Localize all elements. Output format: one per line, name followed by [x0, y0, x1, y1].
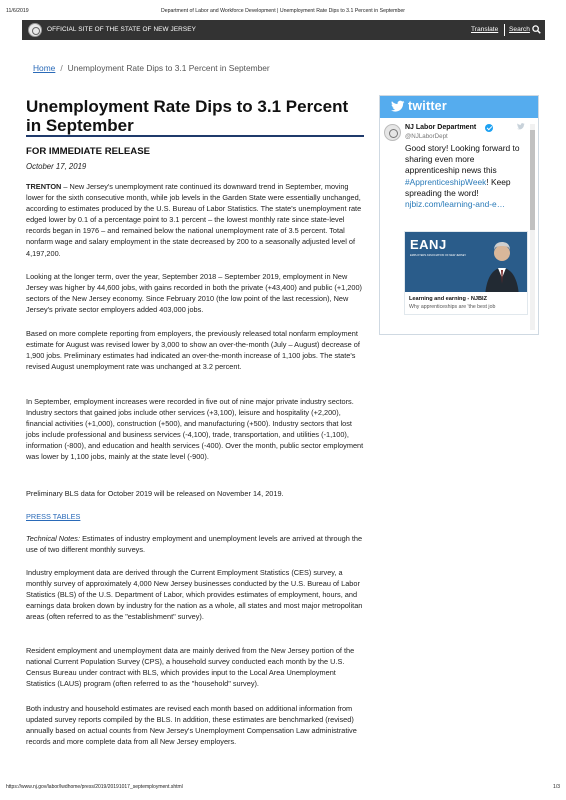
print-title: Department of Labor and Workforce Development | Unemployment Rate Dips to 3.1 Percent in September — [160, 8, 406, 14]
tweet-hashtag[interactable]: #ApprenticeshipWeek — [405, 176, 487, 187]
nj-seal-icon — [28, 23, 42, 37]
card-description: Why apprenticeships are 'the best job — [409, 304, 496, 310]
search-icon[interactable] — [532, 25, 541, 34]
press-tables-link[interactable]: PRESS TABLES — [26, 512, 81, 521]
card-title: Learning and earning - NJBIZ — [409, 296, 488, 302]
article-paragraph-3: Based on more complete reporting from employers, the previously released total nonfarm employment estimate for August was revised lower by 3,000 to show an over-the-month (July – August) decrease of 1,900 jobs. Preliminary estimates had indicated an over-the-month increase of 1,100 jobs. The state's revised August unemployment rate was unchanged at 3.2 percent. — [26, 329, 360, 372]
person-photo — [483, 240, 521, 292]
card-association-text: EMPLOYERS ASSOCIATION OF NEW JERSEY — [410, 254, 467, 257]
article-paragraph-5: Preliminary BLS data for October 2019 will be released on November 14, 2019. — [26, 489, 284, 498]
article-paragraph-8: Resident employment and unemployment data are mainly derived from the New Jersey portion of the national Current Population Survey (CPS), a household survey conducted each month by the U.S. Census Bureau under contract with BLS, which provides input to the Local Area Unemployment Statistics (LAUS) program (often referred to as the "household" survey). — [26, 646, 355, 689]
tweet-text — [405, 143, 529, 210]
article-paragraph-7: Industry employment data are derived through the Current Employment Statistics (CES) survey, a monthly survey of approximately 4,000 New Jersey businesses conducted by the U.S. Bureau of Labor Statistics (BLS) of the U.S. Department of Labor, which provides estimates of employment, hours, and earnings data broken down by industry for the nation as a whole, all states and most major metropolitan areas (often referred to as the "establishment" survey). — [26, 568, 363, 622]
official-site-label[interactable]: OFFICIAL SITE OF THE STATE OF NEW JERSEY — [47, 26, 196, 33]
verified-badge-icon — [485, 124, 493, 132]
breadcrumb-home-link[interactable]: Home — [33, 63, 56, 73]
page-title: Unemployment Rate Dips to 3.1 Percent in September — [26, 97, 349, 135]
technical-notes-paragraph — [26, 533, 366, 555]
tweet-bird-icon[interactable] — [517, 123, 525, 130]
card-logo: EANJ — [410, 237, 447, 252]
tweet-text-part-2: ! Keep spreading the word! — [405, 176, 511, 198]
state-topbar — [22, 20, 545, 40]
twitter-header[interactable] — [380, 96, 538, 118]
twitter-brand: twitter — [408, 99, 447, 113]
page-number: 1/3 — [553, 784, 560, 790]
press-tables-paragraph — [26, 511, 366, 522]
article-paragraph-2: Looking at the longer term, over the year, September 2018 – September 2019, employment in New Jersey was higher by 44,600 jobs, with gains recorded in both the private (+43,400) and public (+1,200) sectors of the New Jersey economy. Since February 2010 (the low point of the last recession), New Jersey's private sector employers added 403,000 jobs. — [26, 272, 362, 315]
publish-date: October 17, 2019 — [26, 162, 87, 171]
translate-link[interactable]: Translate — [471, 26, 499, 33]
breadcrumb — [33, 63, 270, 73]
print-date: 11/6/2019 — [6, 8, 29, 14]
twitter-scroll-thumb[interactable] — [530, 130, 535, 230]
tweet-link[interactable]: njbiz.com/learning-and-e… — [405, 199, 506, 210]
print-footer — [6, 784, 560, 792]
search-link[interactable]: Search — [509, 26, 530, 33]
tweet-text-part-1: Good story! Looking forward to sharing even more apprenticeship news this — [405, 143, 520, 176]
tweet-author-name[interactable]: NJ Labor Department — [405, 124, 477, 131]
article-paragraph-4: In September, employment increases were recorded in five out of nine major private industry sectors. Industry sectors that gained jobs include other services (+3,100), leisure and hospitality (+2,200), financial activities (+1,000), construction (+500), and manufacturing (+500). Industry sectors that lost jobs include professional and business services (-4,100), trade, transportation, and utilities (-1,100), information (-800), and education and health services (-400). Over the month, public sector employment was lower by 1,100 jobs, mainly at the state level (-900). — [26, 397, 364, 462]
paragraph-1-text: – New Jersey's unemployment rate continued its downward trend in September, moving lower for the sixth consecutive month, while job levels in the Garden State were essentially unchanged, according to estimates produced by the U.S. Bureau of Labor Statistics. The state's unemployment rate edged lower by 0.1 of a percentage point to 3.1 percent – the lowest monthly rate since state-level records began in 1976 – and remained below the national unemployment rate of 3.5 percent. Total nonfarm wage and salary employment in the state decreased by 200 to a seasonally adjusted level of 4,197,200. — [26, 182, 362, 258]
technical-notes-label: Technical Notes: — [26, 534, 81, 543]
tweet-author-handle[interactable]: @NJLaborDept — [405, 133, 448, 140]
topbar-divider — [504, 24, 505, 36]
title-divider — [26, 135, 364, 137]
dateline: TRENTON — [26, 182, 62, 191]
twitter-bird-icon — [391, 100, 405, 113]
article-paragraph-1 — [26, 181, 366, 259]
release-label: FOR IMMEDIATE RELEASE — [26, 146, 151, 157]
breadcrumb-current: Unemployment Rate Dips to 3.1 Percent in September — [67, 63, 270, 73]
twitter-scrollbar[interactable] — [530, 124, 535, 330]
breadcrumb-separator: / — [60, 63, 63, 73]
tweet-card-image — [405, 232, 528, 292]
article-paragraph-9: Both industry and household estimates are revised each month based on additional information from updated survey reports compiled by the BLS. In addition, these estimates are benchmarked (revised) annually based on actual counts from New Jersey's Unemployment Compensation Law administrative records and more complete data from all New Jersey employers. — [26, 704, 357, 747]
technical-notes-text: Estimates of industry employment and unemployment levels are arrived at through the use of two different monthly surveys. — [26, 534, 363, 555]
tweet-link-card[interactable] — [404, 231, 528, 315]
print-header — [6, 8, 560, 18]
avatar[interactable] — [384, 124, 401, 141]
print-url: https://www.nj.gov/labor/lwdhome/press/2019/20191017_septemployment.shtml — [6, 784, 183, 790]
